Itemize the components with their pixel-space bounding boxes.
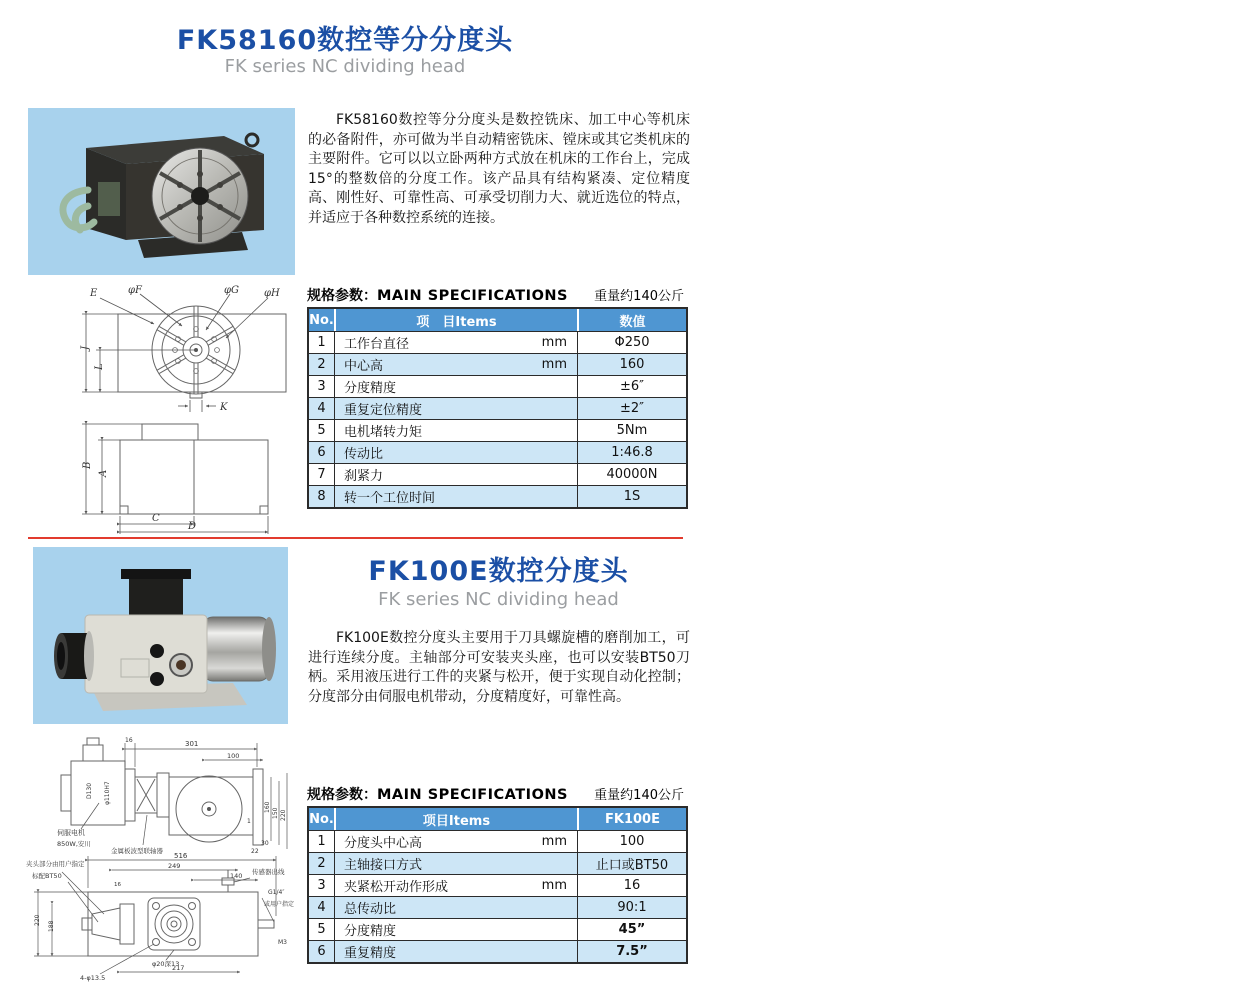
dim-22: 22 xyxy=(251,848,259,855)
dim-label-A: A xyxy=(98,469,109,477)
table-row xyxy=(309,852,686,874)
table-row xyxy=(309,397,686,419)
row-item: 中心高 xyxy=(344,359,384,374)
row-no: 1 xyxy=(309,830,334,852)
dim-516: 516 xyxy=(174,852,188,860)
spec-label: 规格参数： xyxy=(307,288,377,304)
label-m3: M3 xyxy=(278,939,287,946)
dim-249: 249 xyxy=(168,862,181,870)
row-no: 5 xyxy=(309,918,334,940)
table-header-row xyxy=(309,808,686,830)
dim-label-L: L xyxy=(94,363,105,370)
section1-spec-headline xyxy=(307,285,684,305)
row-unit: mm xyxy=(541,878,567,893)
dim-label-D: D xyxy=(188,521,197,532)
dim-holes: 4-φ13.5 xyxy=(80,974,106,982)
label-g14: G1/4″ xyxy=(268,889,285,896)
section2-title: FK100E数控分度头 xyxy=(368,556,629,587)
row-item: 夹紧松开动作形成 xyxy=(344,880,449,895)
dim-label-phiG: φG xyxy=(224,285,239,296)
row-value: 7.5” xyxy=(577,940,686,962)
col-header-value: 数值 xyxy=(577,309,686,331)
row-value: Φ250 xyxy=(577,331,686,353)
row-no: 6 xyxy=(309,940,334,962)
dim-100: 100 xyxy=(227,752,240,760)
row-item: 刹紧力 xyxy=(344,469,384,484)
row-item: 电机堵转力矩 xyxy=(344,425,423,440)
dim-label-J: J xyxy=(80,345,91,350)
col-header-items: 项 目Items xyxy=(334,309,577,331)
row-item: 主轴接口方式 xyxy=(344,858,423,873)
row-item: 总传动比 xyxy=(344,902,397,917)
row-item: 分度精度 xyxy=(344,381,397,396)
table-row xyxy=(309,940,686,962)
section2-description: FK100E数控分度头主要用于刀具螺旋槽的磨削加工，可进行连续分度。主轴部分可安装夹头座，也可以安装BT50刀柄。采用液压进行工件的夹紧与松开，便于实现自动化控制；分度部分由伺服电机带动，分度精度好，可靠性高。 xyxy=(308,630,690,705)
dim-pocket: φ20深13 xyxy=(152,960,180,968)
section2-subtitle: FK series NC dividing head xyxy=(378,589,619,610)
dim-188: 188 xyxy=(48,920,55,932)
dim-1: 1 xyxy=(247,818,251,825)
table-header-row xyxy=(309,309,686,331)
fk58160-machine-illustration xyxy=(28,108,295,275)
row-value: 1:46.8 xyxy=(577,441,686,463)
spec-table-fk100e xyxy=(307,806,688,964)
table-row xyxy=(309,918,686,940)
row-item: 转一个工位时间 xyxy=(344,491,436,506)
section1-title: FK58160数控等分分度头 xyxy=(176,25,514,56)
row-item: 重复定位精度 xyxy=(344,403,423,418)
spec-title: MAIN SPECIFICATIONS xyxy=(377,288,568,304)
spec-label: 规格参数： xyxy=(307,787,377,803)
dim-150: 150 xyxy=(272,807,279,819)
col-header-no: No. xyxy=(309,309,334,331)
section-divider xyxy=(28,537,683,539)
dim-label-C: C xyxy=(152,513,160,524)
row-value: 16 xyxy=(577,874,686,896)
product-photo-fk58160 xyxy=(28,108,295,275)
label-sensor-outlet: 传感器出线 xyxy=(252,868,285,876)
weight-note: 重量约140公斤 xyxy=(594,289,684,304)
row-no: 4 xyxy=(309,397,334,419)
row-unit: mm xyxy=(541,335,567,350)
dim-160: 160 xyxy=(264,801,271,813)
dim-label-phiF: φF xyxy=(128,285,142,296)
spec-table-fk58160 xyxy=(307,307,688,509)
dim-220b: 220 xyxy=(34,914,41,926)
table-row xyxy=(309,463,686,485)
dim-D130: D130 xyxy=(86,782,93,799)
row-value: 止口或BT50 xyxy=(577,852,686,874)
section1-subtitle: FK series NC dividing head xyxy=(224,56,466,77)
product-photo-fk100e xyxy=(33,547,288,724)
row-value: 5Nm xyxy=(577,419,686,441)
dim-label-B: B xyxy=(82,461,93,469)
dim-16b: 16 xyxy=(114,882,121,888)
row-value: 100 xyxy=(577,830,686,852)
row-no: 1 xyxy=(309,331,334,353)
section2-spec-headline xyxy=(307,784,684,804)
row-no: 6 xyxy=(309,441,334,463)
dimension-drawing-fk58160 xyxy=(78,284,302,536)
label-bt50: 标配BT50 xyxy=(32,872,62,880)
col-header-value: FK100E xyxy=(577,808,686,830)
table-row xyxy=(309,419,686,441)
row-item: 传动比 xyxy=(344,447,384,462)
row-unit: mm xyxy=(541,834,567,849)
label-coupling: 金属板波型联轴器 xyxy=(111,847,163,855)
label-clamp-note: 夹头部分由用户指定 xyxy=(26,860,85,868)
dim-301: 301 xyxy=(185,740,199,748)
table-row xyxy=(309,331,686,353)
row-no: 2 xyxy=(309,852,334,874)
row-value: 40000N xyxy=(577,463,686,485)
row-no: 7 xyxy=(309,463,334,485)
col-header-items: 项目Items xyxy=(334,808,577,830)
dim-label-K: K xyxy=(220,402,228,413)
dim-label-phiH: φH xyxy=(264,288,280,299)
dimension-drawing-fk100e-top xyxy=(55,733,295,855)
dim-220: 220 xyxy=(280,809,287,821)
row-value: 1S xyxy=(577,485,686,507)
dim-140: 140 xyxy=(230,872,243,880)
label-servo-motor: 伺服电机 xyxy=(57,829,85,837)
dim-30: 30 xyxy=(261,840,269,847)
label-power: 850W,安川 xyxy=(57,840,91,848)
row-no: 5 xyxy=(309,419,334,441)
row-no: 8 xyxy=(309,485,334,507)
table-row xyxy=(309,441,686,463)
section1-description: FK58160数控等分分度头是数控铣床、加工中心等机床的必备附件，亦可做为半自动精密铣床、镗床或其它类机床的主要附件。它可以以立卧两种方式放在机床的工作台上，完成15°的整数倍的分度工作。该产品具有结构紧凑、定位精度高、刚性好、可靠性高、可承受切削力大、就近选位的特点，并适应于各种数控系统的连接。 xyxy=(308,112,690,226)
row-item: 重复精度 xyxy=(344,946,397,961)
row-value: 160 xyxy=(577,353,686,375)
row-value: ±6″ xyxy=(577,375,686,397)
row-no: 3 xyxy=(309,375,334,397)
dim-16: 16 xyxy=(125,737,133,744)
spec-title: MAIN SPECIFICATIONS xyxy=(377,787,568,803)
col-header-no: No. xyxy=(309,808,334,830)
row-item: 工作台直径 xyxy=(344,337,410,352)
row-item: 分度精度 xyxy=(344,924,397,939)
dim-110H7: φ110H7 xyxy=(104,781,111,805)
table-row xyxy=(309,874,686,896)
row-value: 45” xyxy=(577,918,686,940)
table-row xyxy=(309,353,686,375)
dimension-drawing-fk100e-side xyxy=(24,852,298,982)
row-unit: mm xyxy=(541,357,567,372)
label-user-spec: 或用户指定 xyxy=(264,901,295,908)
table-row xyxy=(309,896,686,918)
table-row xyxy=(309,375,686,397)
table-row xyxy=(309,485,686,507)
row-no: 4 xyxy=(309,896,334,918)
row-no: 2 xyxy=(309,353,334,375)
row-no: 3 xyxy=(309,874,334,896)
row-value: 90:1 xyxy=(577,896,686,918)
table-row xyxy=(309,830,686,852)
row-item: 分度头中心高 xyxy=(344,836,423,851)
dim-label-E: E xyxy=(90,288,98,299)
row-value: ±2″ xyxy=(577,397,686,419)
weight-note: 重量约140公斤 xyxy=(594,788,684,803)
fk100e-machine-illustration xyxy=(33,547,288,724)
dim-217: 217 xyxy=(172,964,185,972)
